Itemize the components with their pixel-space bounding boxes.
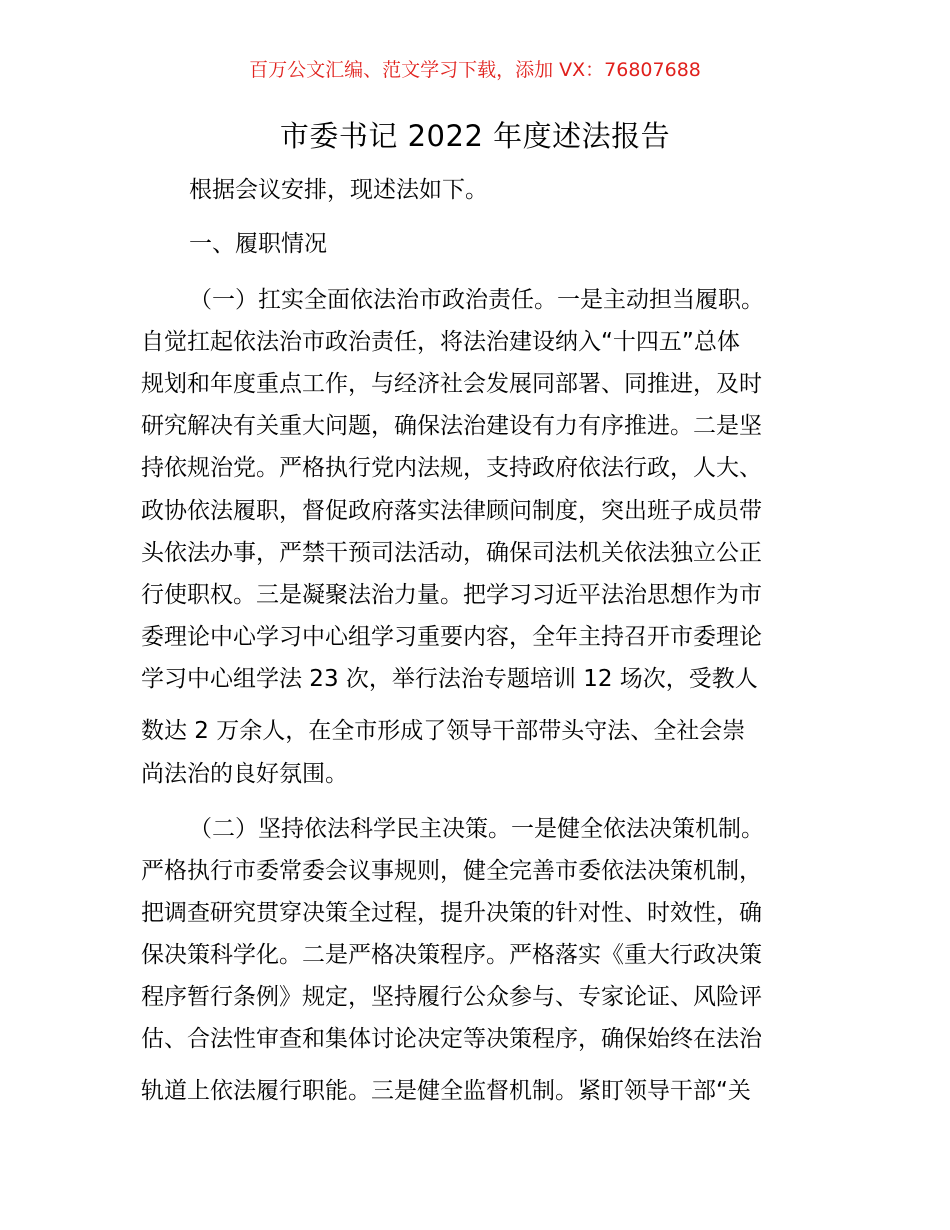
text-line: 尚法治的良好氛围。 xyxy=(141,761,348,787)
text-line: 轨道上依法履行职能。三是健全监督机制。紧盯领导干部“关 xyxy=(141,1078,751,1104)
text-line: 自觉扛起依法治市政治责任，将法治建设纳入“十四五”总体 xyxy=(141,329,740,355)
section-heading: 一、履职情况 xyxy=(189,231,327,257)
paragraph-intro: 根据会议安排，现述法如下。 xyxy=(189,177,488,203)
text-line: 程序暂行条例》规定，坚持履行公众参与、专家论证、风险评 xyxy=(141,984,762,1010)
text-line: 保决策科学化。二是严格决策程序。严格落实《重大行政决策 xyxy=(141,942,762,968)
text-line: 规划和年度重点工作，与经济社会发展同部署、同推进，及时 xyxy=(141,371,762,397)
text-line: 估、合法性审查和集体讨论决定等决策程序，确保始终在法治 xyxy=(141,1026,762,1052)
document-title: 市委书记 2022 年度述法报告 xyxy=(279,119,671,153)
text-line: 委理论中心学习中心组学习重要内容，全年主持召开市委理论 xyxy=(141,624,762,650)
text-line: 学习中心组学法 23 次，举行法治专题培训 12 场次，受教人 xyxy=(141,666,758,692)
text-line: （二）坚持依法科学民主决策。一是健全依法决策机制。 xyxy=(189,816,764,842)
text-line: 头依法办事，严禁干预司法活动，确保司法机关依法独立公正 xyxy=(141,540,762,566)
text-line: 研究解决有关重大问题，确保法治建设有力有序推进。二是坚 xyxy=(141,413,762,439)
text-line: 持依规治党。严格执行党内法规，支持政府依法行政，人大、 xyxy=(141,455,762,481)
watermark-banner: 百万公文汇编、范文学习下载，添加 VX：76807688 xyxy=(249,59,701,81)
text-line: （一）扛实全面依法治市政治责任。一是主动担当履职。 xyxy=(189,287,764,313)
text-line: 政协依法履职，督促政府落实法律顾问制度，突出班子成员带 xyxy=(141,498,762,524)
text-line: 数达 2 万余人，在全市形成了领导干部带头守法、全社会崇 xyxy=(141,718,746,744)
text-line: 把调查研究贯穿决策全过程，提升决策的针对性、时效性，确 xyxy=(141,900,762,926)
text-line: 行使职权。三是凝聚法治力量。把学习习近平法治思想作为市 xyxy=(141,582,762,608)
text-line: 严格执行市委常委会议事规则，健全完善市委依法决策机制， xyxy=(141,858,762,884)
